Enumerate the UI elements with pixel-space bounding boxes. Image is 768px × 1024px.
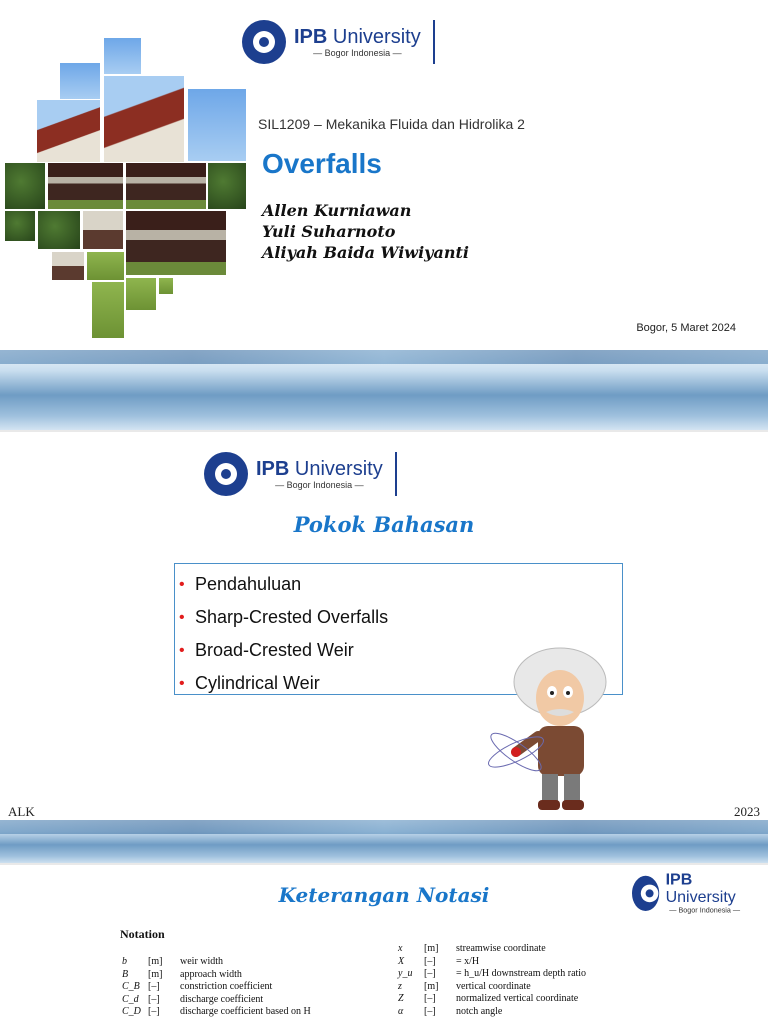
title-slide [0, 0, 768, 432]
notation-row: α [–] notch angle [398, 1005, 503, 1017]
ipb-logo: IPB University — Bogor Indonesia — [204, 452, 397, 496]
course-code: SIL1209 – Mekanika Fluida dan Hidrolika 2 [258, 116, 525, 132]
topics-slide [0, 432, 768, 865]
ipb-seal-icon [204, 452, 248, 496]
list-item: • Broad-Crested Weir [179, 640, 354, 660]
notation-row: z [m] vertical coordinate [398, 980, 531, 992]
notation-column-left [122, 956, 311, 1019]
bullet-icon: • [179, 641, 185, 659]
footer-initials: ALK [8, 804, 35, 819]
bullet-icon: • [179, 674, 185, 692]
notation-row: B [m] approach width [122, 968, 242, 980]
notation-row: C_D [–] discharge coefficient based on H [122, 1006, 311, 1018]
author-list [262, 200, 469, 263]
list-item: • Cylindrical Weir [179, 673, 320, 693]
presentation-date: Bogor, 5 Maret 2024 [636, 322, 736, 334]
bullet-icon: • [179, 608, 185, 626]
ipb-logo: IPB University — Bogor Indonesia — [242, 20, 435, 64]
slide-title: Overfalls [262, 148, 382, 179]
notation-row: X [–] = x/H [398, 955, 480, 967]
einstein-atom-illustration [482, 640, 622, 816]
notation-row: y_u [–] = h_u/H downstream depth ratio [398, 968, 587, 980]
slide-title: Pokok Bahasan [293, 512, 475, 537]
ipb-logo: IPB University — Bogor Indonesia — [632, 871, 744, 915]
notation-row: x [m] streamwise coordinate [398, 943, 546, 954]
ipb-seal-icon [242, 20, 286, 64]
notation-row: C_d [–] discharge coefficient [122, 993, 264, 1005]
notation-row: Z [–] normalized vertical coordinate [398, 993, 579, 1005]
author: Yuli Suharnoto [262, 222, 396, 241]
slide-title: Keterangan Notasi [278, 883, 490, 907]
ipb-seal-icon [632, 875, 659, 910]
footer-year: 2023 [734, 804, 760, 819]
notation-column-right [398, 943, 586, 1019]
list-item: • Sharp-Crested Overfalls [179, 607, 389, 627]
notation-row: b [m] weir width [122, 956, 224, 967]
notation-heading: Notation [120, 927, 165, 941]
water-banner [0, 820, 768, 865]
notation-slide [0, 865, 768, 1024]
list-item: • Pendahuluan [179, 574, 302, 594]
author: Allen Kurniawan [262, 201, 412, 220]
author: Aliyah Baida Wiwiyanti [262, 243, 469, 262]
bullet-icon: • [179, 575, 185, 593]
notation-row: C_B [–] constriction coefficient [122, 981, 273, 993]
water-banner [0, 350, 768, 432]
